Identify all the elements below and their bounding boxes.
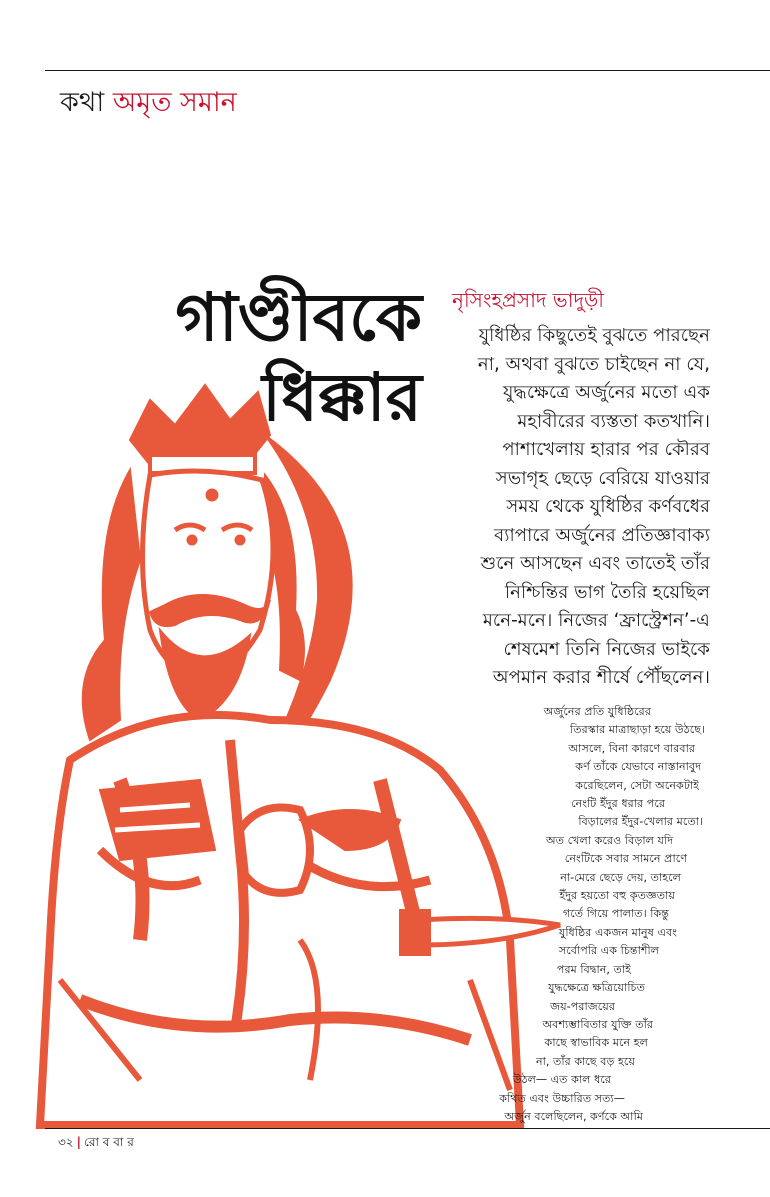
title-line-2: ধিক্কার xyxy=(262,359,422,436)
body-line: অত খেলা করেও বিড়াল যদি xyxy=(545,833,673,847)
body-line: তিরস্কার মাত্রাছাড়া হয়ে উঠছে। xyxy=(570,723,705,737)
lead-line: অপমান করার শীর্ষে পৌঁছলেন। xyxy=(492,667,710,688)
lead-line: মহাবীরের ব্যস্ততা কতখানি। xyxy=(517,410,710,432)
body-line: আসলে, বিনা কারণে বারবার xyxy=(568,741,695,755)
body-line: অবশ্যম্ভাবিতার যুক্তি তাঁর xyxy=(542,1017,653,1031)
body-line: কথিত এবং উচ্চারিত সত্য— xyxy=(499,1091,625,1105)
author-name: নৃসিংহপ্রসাদ ভাদুড়ী xyxy=(452,288,605,312)
series-word-2: অমৃত সমান xyxy=(112,87,237,118)
lead-line: সভাগৃহ ছেড়ে বেরিয়ে যাওয়ার xyxy=(495,467,710,489)
magazine-name: রো ব বা র xyxy=(84,1135,134,1149)
body-line: পরম বিদ্বান, তাই xyxy=(556,962,631,976)
body-line: অর্জুন বলেছিলেন, কর্ণকে আমি xyxy=(504,1109,643,1123)
body-line: নেংটি ইঁদুর ধরার পরে xyxy=(571,797,665,811)
body-line: করেছিলেন, সেটা অনেকটাই xyxy=(575,778,699,792)
body-line: জয়-পরাজয়ের xyxy=(550,999,615,1013)
body-line: অর্জুনের প্রতি যুধিষ্ঠিরের xyxy=(543,705,651,718)
body-line: নেংটিকে সবার সামনে প্রাণে xyxy=(564,852,687,866)
page-number: ৩২ xyxy=(58,1135,74,1149)
body-line: ইঁদুর হয়তো বহু কৃতজ্ঞতায় xyxy=(559,889,675,903)
top-rule xyxy=(45,70,770,71)
title-line-1: গাণ্ডীবকে xyxy=(175,279,422,356)
body-line: উঠল— এত কাল ধরে xyxy=(512,1073,611,1087)
body-line: যুধিষ্ঠির একজন মানুষ এবং xyxy=(558,925,677,939)
body-line: গর্তে গিয়ে পালাত। কিন্তু xyxy=(562,907,669,921)
folio-separator: | xyxy=(76,1135,81,1149)
bottom-rule xyxy=(45,1128,770,1129)
body-line: বিড়ালের ইঁদুর-খেলার মতো। xyxy=(578,815,703,829)
lead-line: যুধিষ্ঠির কিছুতেই বুঝতে পারছেন xyxy=(478,325,710,346)
body-line: কর্ণ তাঁকে যেভাবে নাস্তানাবুদ xyxy=(575,760,701,774)
lead-line: শুনে আসছেন এবং তাতেই তাঁর xyxy=(480,553,710,574)
article-title xyxy=(150,278,422,438)
lead-line: নিশ্চিন্তির ভাগ তৈরি হয়েছিল xyxy=(504,581,710,603)
lead-line: শেষমেশ তিনি নিজের ভাইকে xyxy=(503,638,710,660)
lead-line: মনে-মনে। নিজের ‘ফ্রাস্ট্রেশন’-এ xyxy=(482,610,710,631)
body-line: না, তাঁর কাছে বড় হয়ে xyxy=(535,1054,635,1068)
body-line: না-মেরে ছেড়ে দেয়, তাহলে xyxy=(560,870,681,884)
body-line: সর্বোপরি এক চিন্তাশীল xyxy=(558,944,659,958)
body-line: কাছে স্বাভাবিক মনে হল xyxy=(544,1036,648,1050)
body-line: যুদ্ধক্ষেত্রে ক্ষত্রিয়োচিত xyxy=(548,981,645,995)
lead-line: সময় থেকে যুধিষ্ঠির কর্ণবধের xyxy=(506,496,710,517)
series-header xyxy=(60,82,237,127)
lead-line: না, অথবা বুঝতে চাইছেন না যে, xyxy=(477,353,710,375)
series-word-1: কথা xyxy=(60,87,105,118)
lead-line: ব্যাপারে অর্জুনের প্রতিজ্ঞাবাক্য xyxy=(494,524,710,546)
body-text xyxy=(488,703,713,1126)
lead-paragraph xyxy=(410,322,710,693)
lead-line: পাশাখেলায় হারার পর কৌরব xyxy=(502,439,710,460)
lead-line: যুদ্ধক্ষেত্রে অর্জুনের মতো এক xyxy=(503,382,710,403)
page-footer xyxy=(58,1134,134,1154)
